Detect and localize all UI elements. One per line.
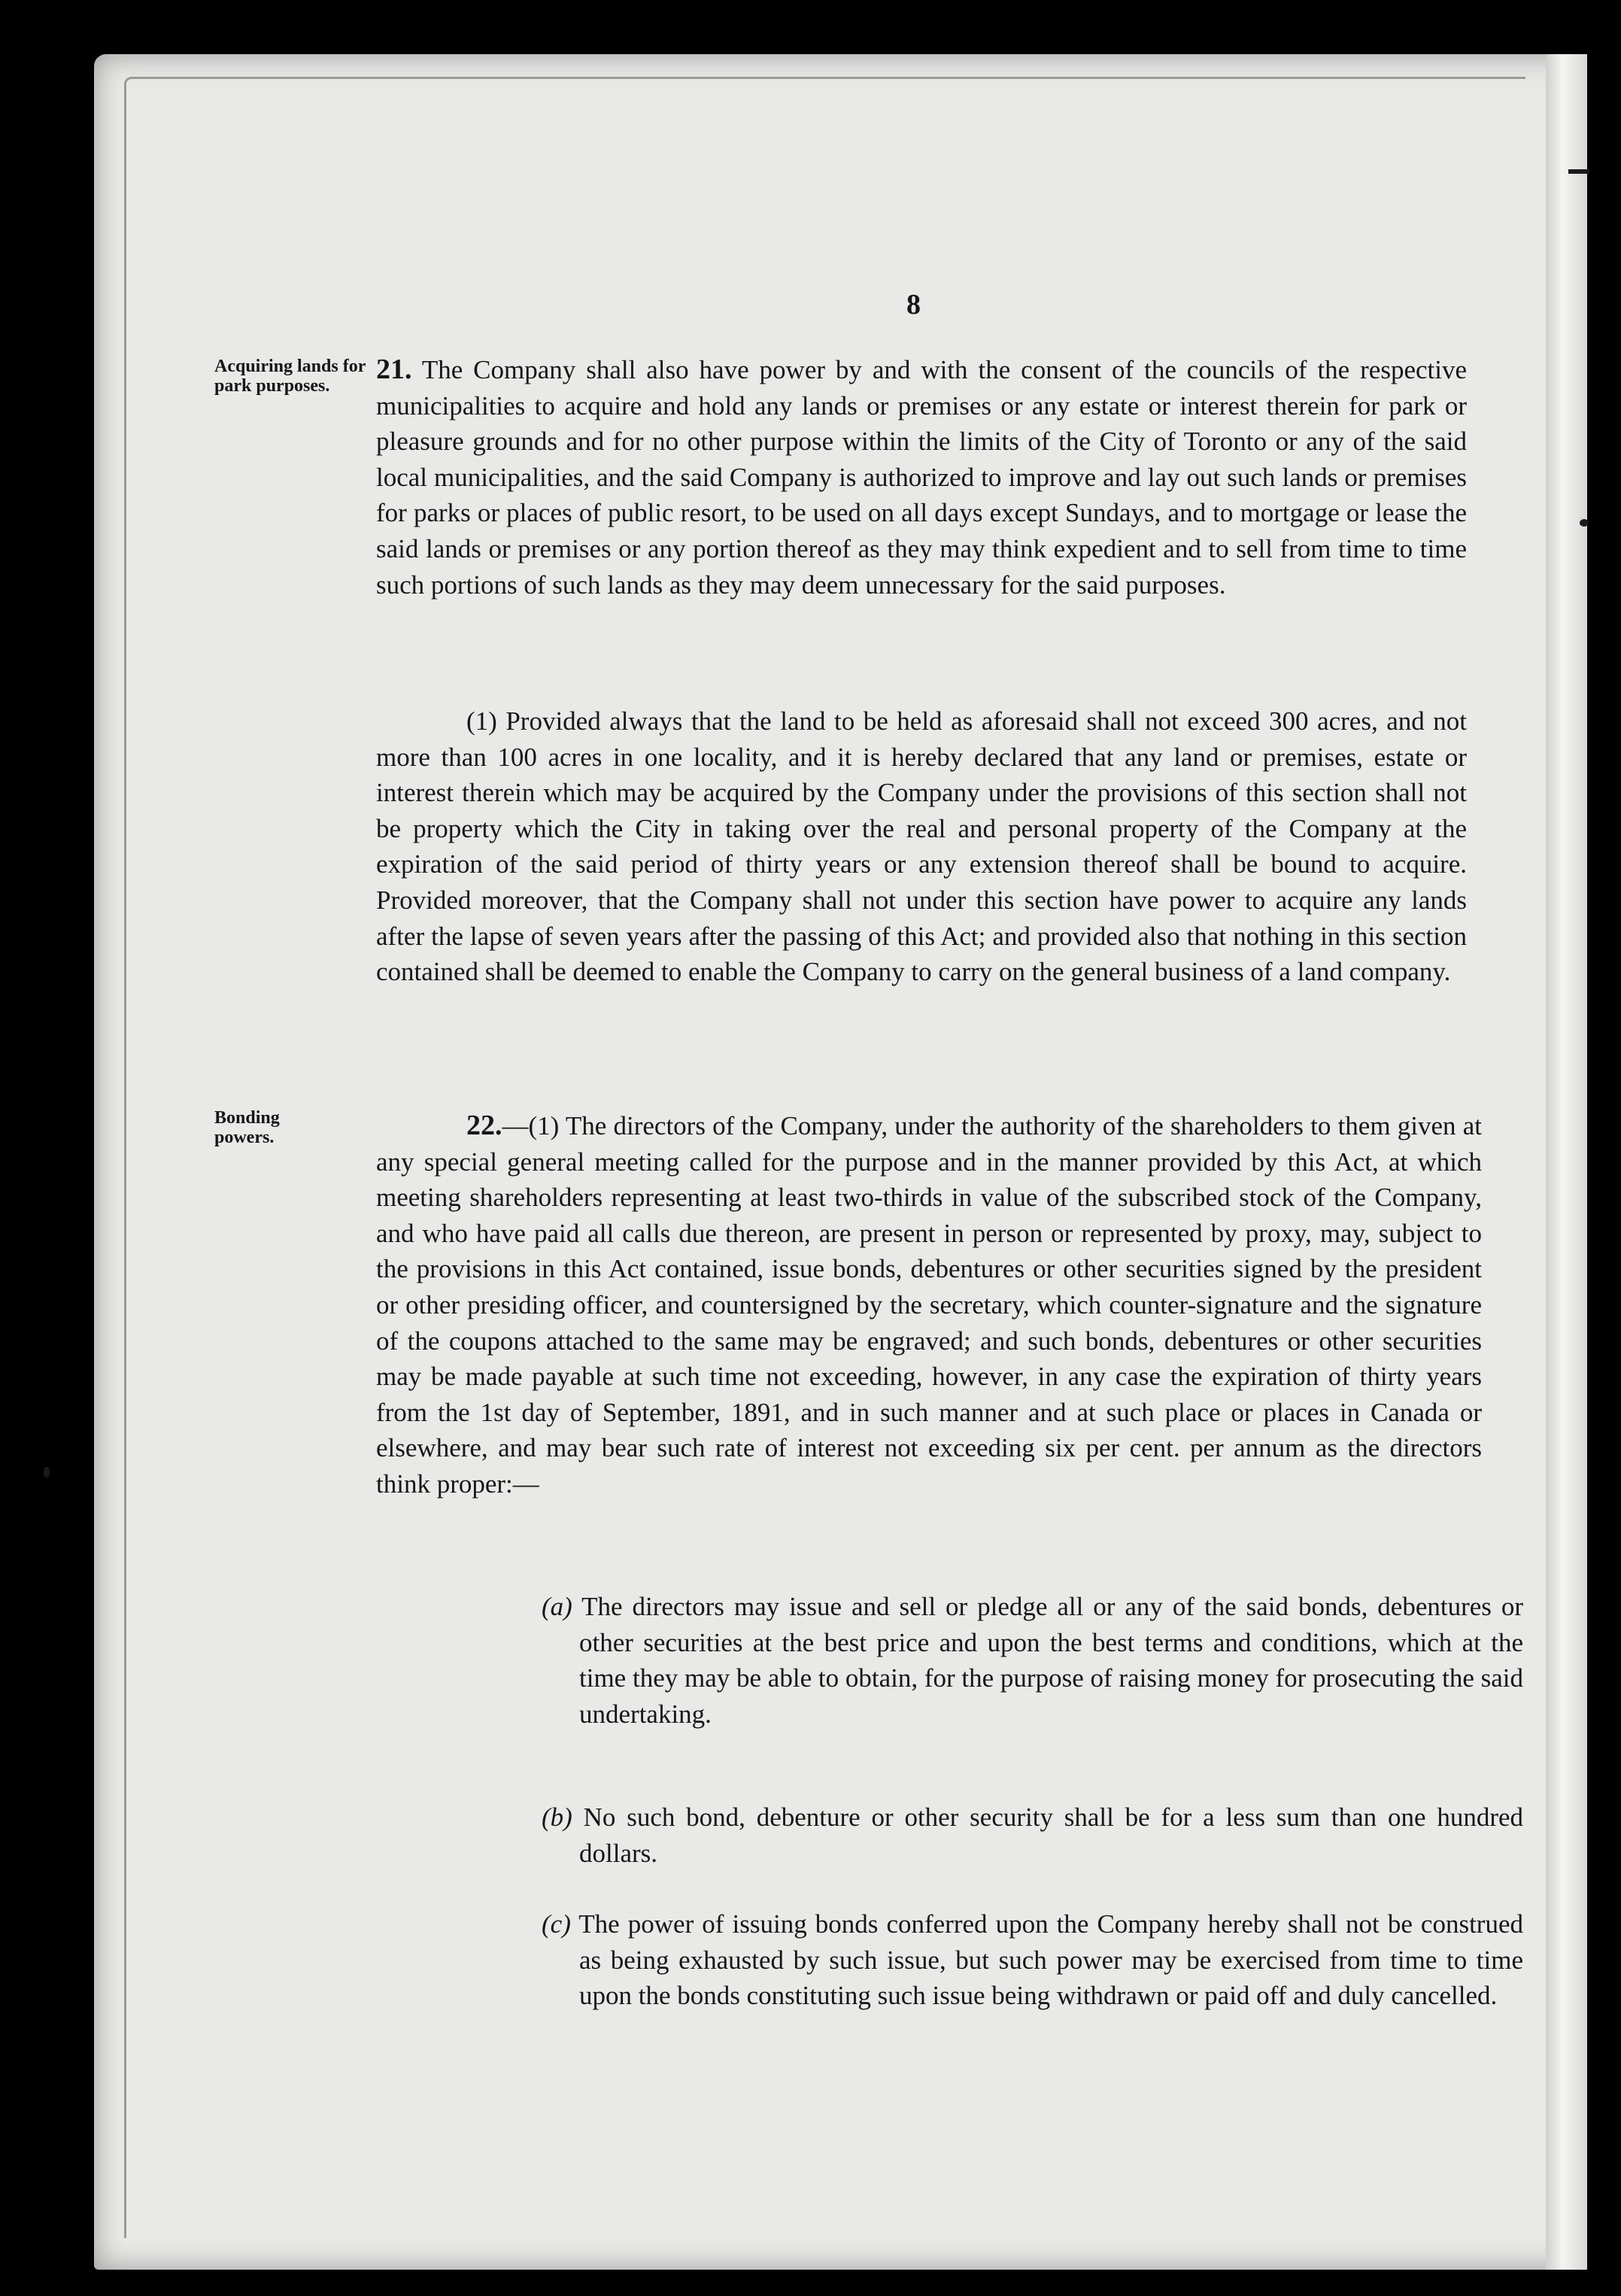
section-21-paragraph <box>376 352 1467 603</box>
clause-c-mark: (c) <box>542 1909 571 1939</box>
scan-mark-left <box>44 1467 50 1478</box>
clause-b <box>542 1799 1523 1871</box>
scan-mark-right <box>1580 519 1589 527</box>
clause-b-text: No such bond, debenture or other security shall be for a less sum than one hundred dollars. <box>579 1802 1524 1868</box>
section-22-paragraph <box>376 1108 1482 1502</box>
scan-mark-top-right <box>1568 169 1589 174</box>
page-number: 8 <box>906 289 921 320</box>
clause-c-text: The power of issuing bonds conferred upon the Company hereby shall not be construed as being exhausted by such issue, but such power may be exercised from time to time upon the bonds constituting such issue being withdrawn or paid off and duly cancelled. <box>578 1909 1523 2011</box>
section-21-text: The Company shall also have power by and with the consent of the councils of the respective municipalities to acquire and hold any lands or premises or any estate or interest therein for park or pleasure grounds and for no other purpose within the limits of the City of Toronto or any of the said local municipalities, and the said Company is authorized to improve and lay out such lands or premises for parks or places of public resort, to be used on all days except Sundays, and to mortgage or lease the said lands or premises or any portion thereof as they may think expedient and to sell from time to time such portions of such lands as they may deem unnecessary for the said purposes. <box>376 355 1468 600</box>
clause-a-text: The directors may issue and sell or pledge all or any of the said bonds, debentures or other securities at the best price and upon the best terms and conditions, which at the time they may be able to obtain, for the purpose of raising money for prosecuting the said undertaking. <box>579 1592 1523 1729</box>
clause-a <box>542 1589 1523 1732</box>
clause-a-mark: (a) <box>542 1592 572 1621</box>
section-22-number: 22. <box>466 1110 502 1141</box>
clause-c <box>542 1906 1523 2014</box>
margin-note-bonding-powers: Bonding powers. <box>214 1108 280 1147</box>
page-edge <box>1546 54 1587 2270</box>
clause-b-mark: (b) <box>542 1802 572 1832</box>
margin-note-acquiring-lands: Acquiring lands for park purposes. <box>214 357 366 396</box>
section-22-text: —(1) The directors of the Company, under the authority of the shareholders to them given at any special general meeting called for the purpose and in the manner provided by this Act, at which meeting shareholders representing at least two-thirds in value of the subscribed stock of the Company, and who have paid all calls due thereon, are present in person or represented by proxy, may, subject to the provisions in this Act contained, issue bonds, debentures or other securities signed by the president or other presiding officer, and countersigned by the secretary, which counter-signature and the signature of the coupons attached to the same may be engraved; and such bonds, debentures or other securities may be made payable at such time not exceeding, however, in any case the expiration of thirty years from the 1st day of September, 1891, and in such manner and at such place or places in Canada or elsewhere, and may bear such rate of interest not exceeding six per cent. per annum as the directors think proper:— <box>376 1111 1482 1499</box>
section-21-subsection-1: (1) Provided always that the land to be held as aforesaid shall not exceed 300 acres, and not more than 100 acres in one locality, and it is hereby declared that any land or premises, estate or interest therein which may be acquired by the Company under the provisions of this section shall not be property which the City in taking over the real and personal property of the Company at the expiration of the said period of thirty years or any extension thereof shall be bound to acquire. Provided moreover, that the Company shall not under this section have power to acquire any lands after the lapse of seven years after the passing of this Act; and provided also that nothing in this section contained shall be deemed to enable the Company to carry on the general business of a land company. <box>376 706 1467 987</box>
section-21-number: 21. <box>376 354 412 385</box>
